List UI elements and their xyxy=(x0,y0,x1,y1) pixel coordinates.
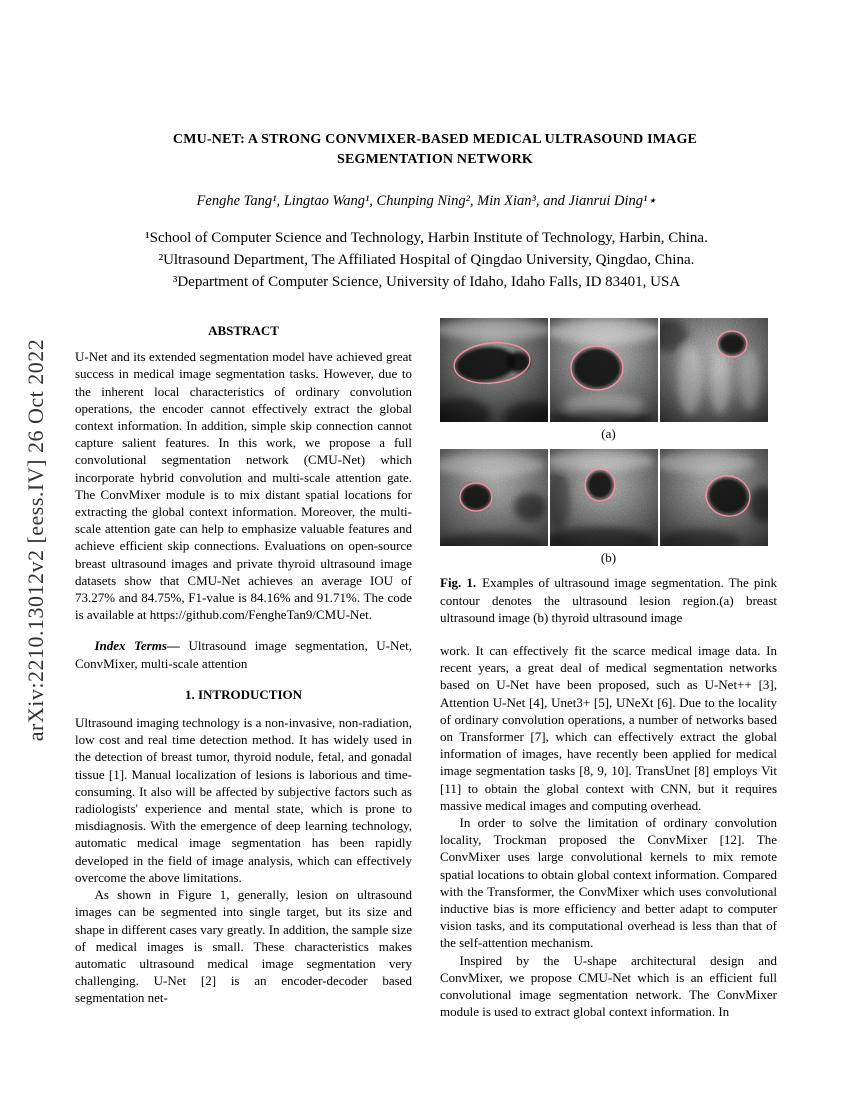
figure-caption xyxy=(440,574,777,626)
index-terms-label: Index Terms— xyxy=(94,638,180,654)
thyroid-ultrasound-row xyxy=(440,449,777,546)
figure-caption-label: Fig. 1. xyxy=(440,575,477,591)
paper-title-line2: SEGMENTATION NETWORK xyxy=(336,151,533,167)
paper-title-line1: CMU-NET: A STRONG CONVMIXER-BASED MEDICAL ULTRASOUND IMAGE xyxy=(172,132,698,147)
right-column xyxy=(440,318,777,1020)
right-column-paragraphs xyxy=(440,642,777,1020)
breast-ultrasound-2 xyxy=(550,318,658,422)
figure-row-label: (a) xyxy=(601,426,616,441)
abstract-heading: ABSTRACT xyxy=(208,323,279,338)
paragraph: ²Ultrasound Department, The Affiliated Hospital of Qingdao University, Qingdao, China. xyxy=(158,251,695,268)
figure-1 xyxy=(440,318,777,626)
thyroid-ultrasound-2 xyxy=(550,449,658,546)
left-column xyxy=(75,322,412,1007)
author-line: Fenghe Tang¹, Lingtao Wang¹, Chunping Ning², Min Xian³, and Jianrui Ding¹⋆ xyxy=(196,193,657,209)
breast-ultrasound-3 xyxy=(660,318,768,422)
paragraph: ¹School of Computer Science and Technology, Harbin Institute of Technology, Harbin, China. xyxy=(145,230,708,246)
breast-ultrasound-1 xyxy=(440,318,548,422)
affiliations xyxy=(75,228,778,293)
breast-ultrasound-row xyxy=(440,318,777,422)
figure-caption-text: Examples of ultrasound image segmentation. The pink contour denotes the ultrasound lesion region.(a) breast ultrasound image (b) thyroid ultrasound image xyxy=(440,575,777,625)
arxiv-watermark: arXiv:2210.13012v2 [eess.IV] 26 Oct 2022 xyxy=(23,338,48,742)
paragraph: ³Department of Computer Science, University of Idaho, Idaho Falls, ID 83401, USA xyxy=(172,273,681,290)
paragraph: Ultrasound imaging technology is a non-invasive, non-radiation, low cost and real time detection method. It has widely used in the detection of breast tumor, thyroid nodule, fetal, and gonadal tissue [1]. Manual localization of lesions is laborious and time-consuming. It also will be affected by subjective factors such as radiologists' experience and mental state, which is prone to misdiagnosis. With the emergence of deep learning technology, automatic medical image segmentation has been rapidly developed in the field of image analysis, which can effectively overcome the above limitations. xyxy=(75,715,412,885)
thyroid-ultrasound-1 xyxy=(440,449,548,546)
introduction-heading: 1. INTRODUCTION xyxy=(184,686,302,702)
introduction-paragraphs xyxy=(75,714,412,1006)
figure-row-label: (b) xyxy=(600,550,617,566)
paragraph: Inspired by the U-shape architectural design and ConvMixer, we propose CMU-Net which is an efficient full convolutional image segmentation network. The ConvMixer module is used to extract global context information. In xyxy=(440,952,777,1020)
paragraph: work. It can effectively fit the scarce medical image data. In recent years, a great deal of medical segmentation networks based on U-Net have been proposed, such as U-Net++ [3], Attention U-Net [4], Unet3+ [5], UNeXt [6]. Due to the locality of ordinary convolution operations, a number of networks based on Transformer [7], which can effectively extract the global information of images, have recently been applied for medical image segmentation tasks [8, 9, 10]. TransUnet [8] employs Vit [11] to obtain the global context with CNN, but it requires massive medical images and computing overhead. xyxy=(440,643,777,813)
abstract-text: U-Net and its extended segmentation model have achieved great success in medical image segmentation tasks. However, due to the inherent local characteristics of ordinary convolution operations, the encoder cannot effectively extract the global context information. In addition, simple skip connection cannot capture salient features. In this work, we propose a full convolutional segmentation network (CMU-Net) which incorporate hybrid convolution and multi-scale attention gate. The ConvMixer module is to mix distant spatial locations for extracting the global context information. Moreover, the multi-scale attention gate can help to emphasize valuable features and achieve efficient skip connections. Evaluations on open-source breast ultrasound images and private thyroid ultrasound image datasets show that CMU-Net achieves an average IOU of 73.27% and 84.75%, F1-value is 84.16% and 91.71%. The code is available at https://github.com/FengheTan9/CMU-Net. xyxy=(75,349,412,623)
figure-image-rows xyxy=(440,318,777,566)
paragraph: As shown in Figure 1, generally, lesion on ultrasound images can be segmented into single target, but its size and shape in different cases vary greatly. In addition, the sample size of medical images is small. These characteristics makes automatic ultrasound medical image segmentation very challenging. U-Net [2] is an encoder-decoder based segmentation net- xyxy=(75,887,412,1006)
paper-title xyxy=(110,130,760,169)
index-terms xyxy=(75,637,412,671)
paragraph: In order to solve the limitation of ordinary convolution locality, Trockman proposed the ConvMixer [12]. The ConvMixer uses large convolutional kernels to mix remote spatial locations to obtain global context information. Compared with the Transformer, the ConvMixer which uses convolutional inductive bias is more efficiency and better adapt to computer vision tasks, and its computational overhead is less than that of the self-attention mechanism. xyxy=(440,815,777,951)
thyroid-ultrasound-3 xyxy=(660,449,768,546)
index-terms-text: Ultrasound image segmentation, U-Net, ConvMixer, multi-scale attention xyxy=(75,638,413,671)
